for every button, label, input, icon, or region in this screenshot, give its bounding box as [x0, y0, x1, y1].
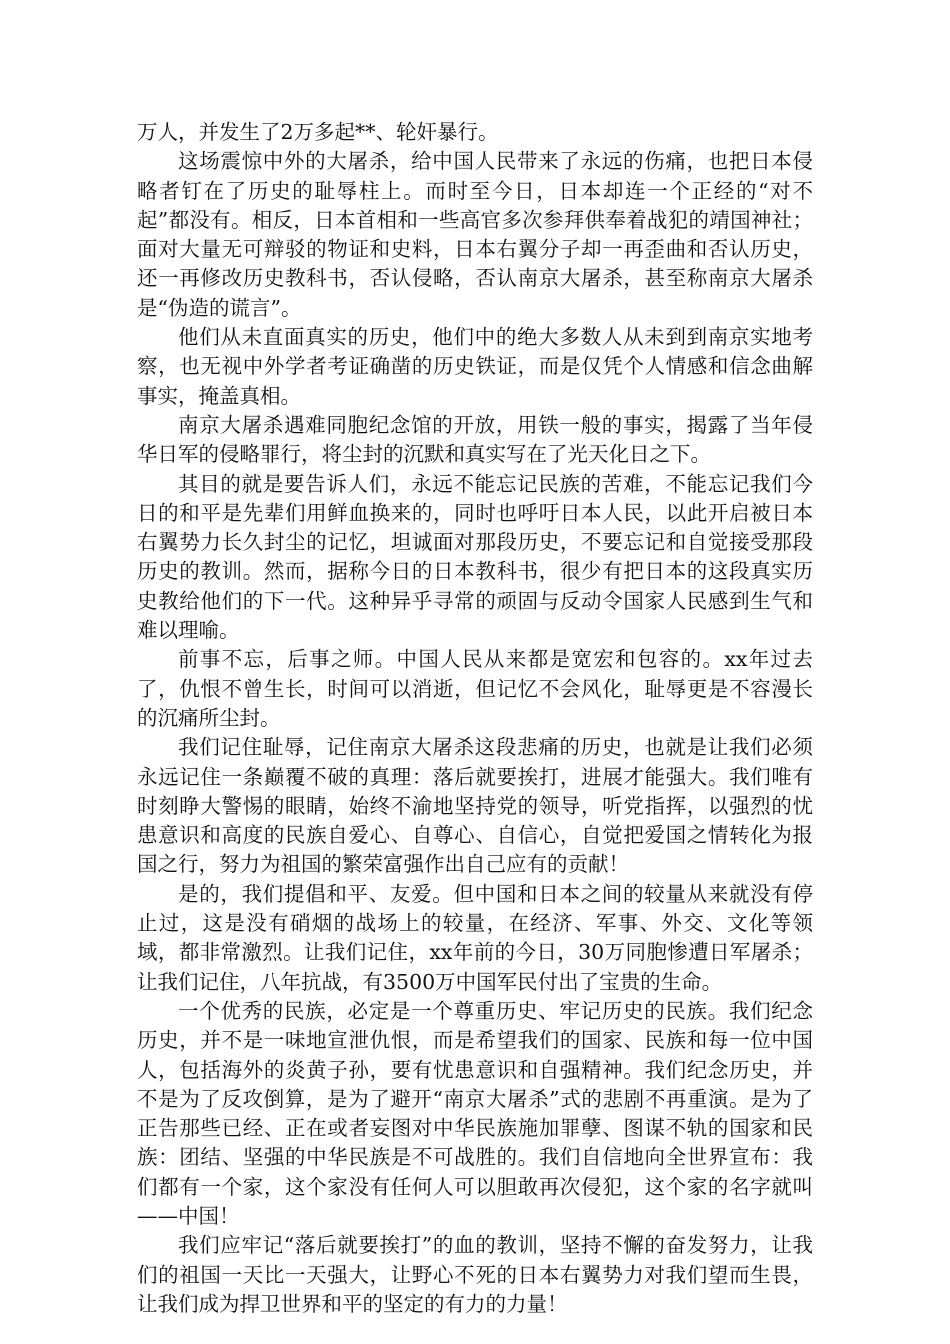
paragraph: 其目的就是要告诉人们，永远不能忘记民族的苦难，不能忘记我们今日的和平是先辈们用鲜血换来的，同时也呼吁日本人民，以此开启被日本右翼势力长久封尘的记忆，坦诚面对那段历史，不要忘记和自觉接受那段历史的教训。然而，据称今日的日本教科书，很少有把日本的这段真实历史教给他们的下一代。这种异乎寻常的顽固与反动令国家人民感到生气和难以理喻。	[137, 471, 813, 643]
paragraph: 是的，我们提倡和平、友爱。但中国和日本之间的较量从来就没有停止过，这是没有硝烟的战场上的较量，在经济、军事、外交、文化等领域，都非常激烈。让我们记住，xx年前的今日，30万同胞惨遭日军屠杀；让我们记住，八年抗战，有3500万中国军民付出了宝贵的生命。	[137, 881, 813, 994]
paragraph: 我们应牢记“落后就要挨打”的血的教训，坚持不懈的奋发努力，让我们的祖国一天比一天强大，让野心不死的日本右翼势力对我们望而生畏，让我们成为捍卫世界和平的坚定的有力的力量！	[137, 1233, 813, 1316]
paragraph: 这场震惊中外的大屠杀，给中国人民带来了永远的伤痛，也把日本侵略者钉在了历史的耻辱柱上。而时至今日，日本却连一个正经的“对不起”都没有。相反，日本首相和一些高官多次参拜供奉着战犯的靖国神社；面对大量无可辩驳的物证和史料，日本右翼分子却一再歪曲和否认历史，还一再修改历史教科书，否认侵略，否认南京大屠杀，甚至称南京大屠杀是“伪造的谎言”。	[137, 149, 813, 320]
paragraph: 南京大屠杀遇难同胞纪念馆的开放，用铁一般的事实，揭露了当年侵华日军的侵略罪行，将尘封的沉默和真实写在了光天化日之下。	[137, 412, 813, 467]
paragraph: 我们记住耻辱，记住南京大屠杀这段悲痛的历史，也就是让我们必须永远记住一条巅覆不破的真理：落后就要挨打，进展才能强大。我们唯有时刻睁大警惕的眼睛，始终不渝地坚持党的领导，听党指挥，以强烈的忧患意识和高度的民族自爱心、自尊心、自信心，自觉把爱国之情转化为报国之行，努力为祖国的繁荣富强作出自己应有的贡献！	[137, 735, 813, 877]
paragraph-continuation: 万人，并发生了2万多起**、轮奸暴行。	[137, 120, 499, 144]
document-body	[137, 118, 813, 1319]
paragraph: 前事不忘，后事之师。中国人民从来都是宽宏和包容的。xx年过去了，仇恨不曾生长，时间可以消逝，但记忆不会风化，耻辱更是不容漫长的沉痛所尘封。	[137, 647, 813, 730]
paragraph: 一个优秀的民族，必定是一个尊重历史、牢记历史的民族。我们纪念历史，并不是一味地宣泄仇恨，而是希望我们的国家、民族和每一位中国人，包括海外的炎黄子孙，要有忧患意识和自强精神。我们纪念历史，并不是为了反攻倒算，是为了避开“南京大屠杀”式的悲剧不再重演。是为了正告那些已经、正在或者妄图对中华民族施加罪孽、图谋不轨的国家和民族：团结、坚强的中华民族是不可战胜的。我们自信地向全世界宣布：我们都有一个家，这个家没有任何人可以胆敢再次侵犯，这个家的名字就叫——中国！	[137, 998, 813, 1228]
paragraph: 他们从未直面真实的历史，他们中的绝大多数人从未到到南京实地考察，也无视中外学者考证确凿的历史铁证，而是仅凭个人情感和信念曲解事实，掩盖真相。	[137, 325, 813, 408]
